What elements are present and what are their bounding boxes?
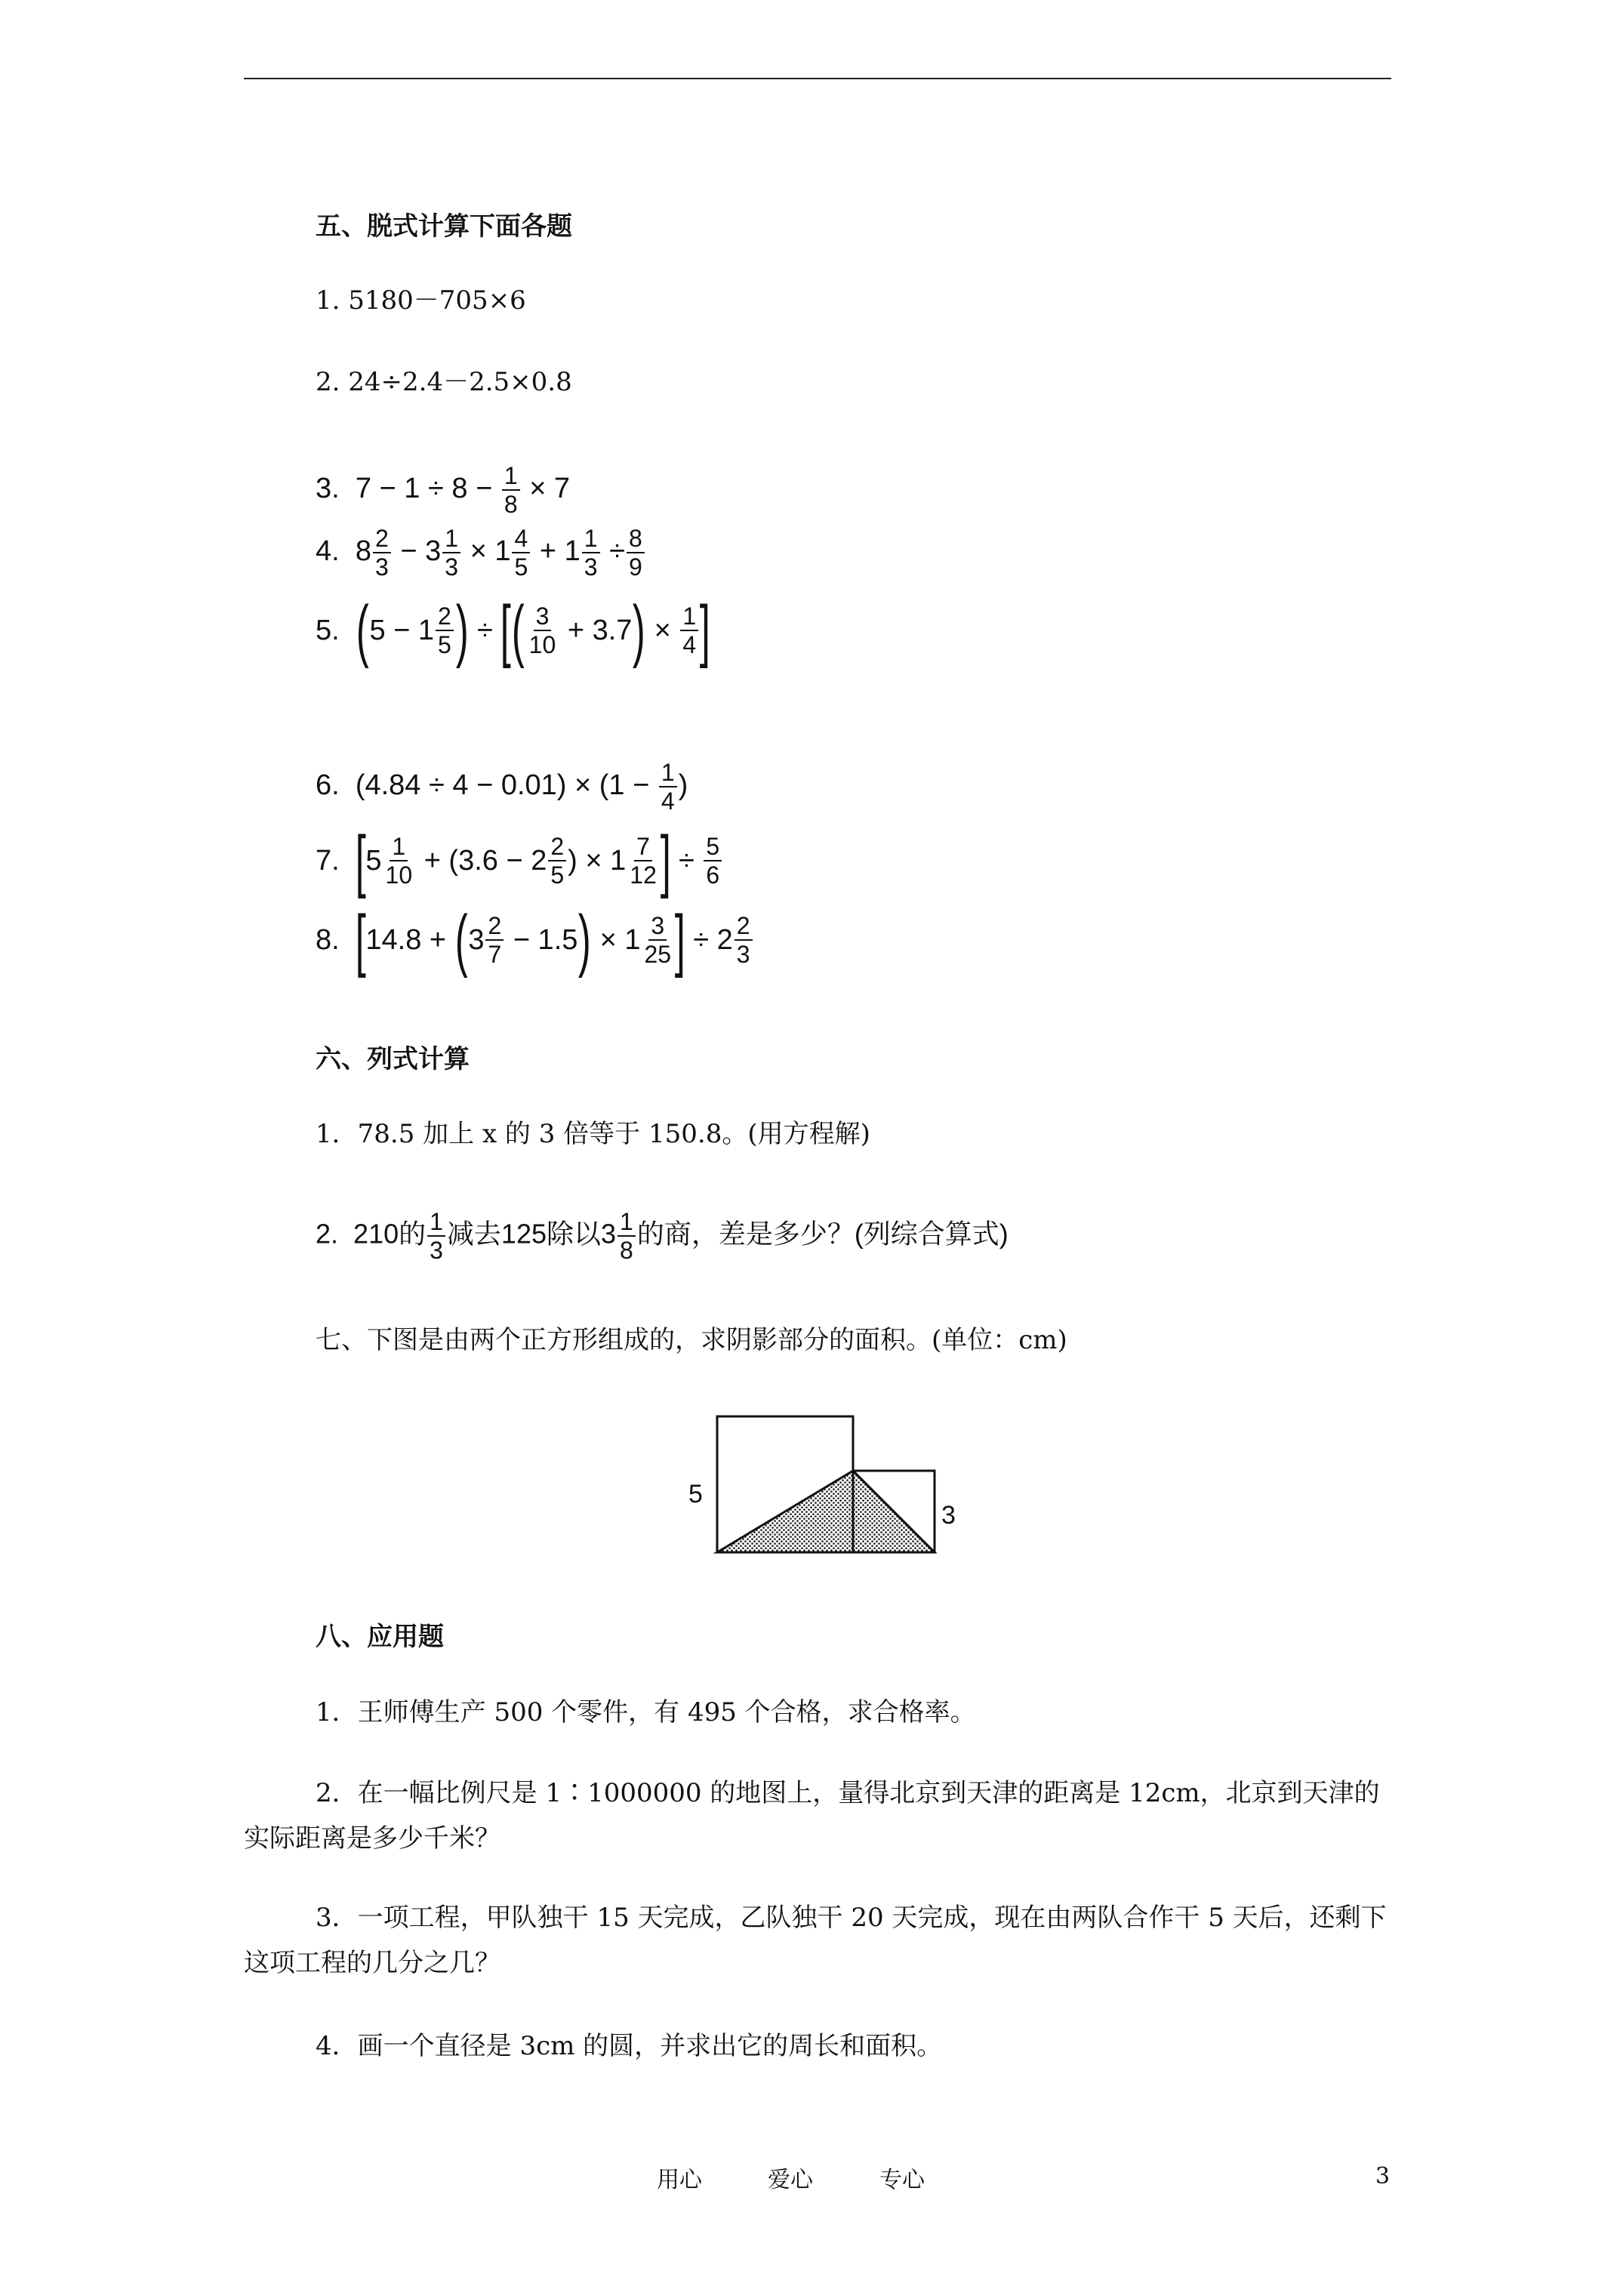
s8-q2: 2．在一幅比例尺是 1∶1000000 的地图上，量得北京到天津的距离是 12cm，北京到天津的实际距离是多少千米？ xyxy=(244,1778,1380,1854)
s8-q3: 3．一项工程，甲队独干 15 天完成，乙队独干 20 天完成，现在由两队合作干 5 天后，还剩下这项工程的几分之几？ xyxy=(244,1903,1387,1978)
s5-item-3: 3. 7 − 1 ÷ 8 − $\frac{1}{8}$ × 7 xyxy=(316,462,571,518)
s5-item-2: 2. 24÷2.4－2.5×0.8 xyxy=(316,367,572,397)
s8-q4: 4．画一个直径是 3cm 的圆，并求出它的周长和面积。 xyxy=(316,2031,943,2061)
label-big-side: 5 xyxy=(688,1480,703,1509)
s5-item-1: 1. 5180－705×6 xyxy=(316,285,526,316)
section5-title: 五、脱式计算下面各题 xyxy=(316,211,572,242)
section7-title: 七、下图是由两个正方形组成的，求阴影部分的面积。(单位：cm) xyxy=(316,1325,1067,1355)
fraction: $\frac{1}{8}$ xyxy=(502,462,520,518)
s6-item-2: 2. 210的 $\frac{1}{3}$ 减去125除以3 $\frac{1}{8}$ 的商，差是多少？(列综合算式) xyxy=(316,1208,1009,1264)
s5-item-5: 5. ( 5 − 1 $\frac{2}{5}$ ) ÷ [ ( $\frac{3}{10}$ + 3.7 ) × $\frac{1}{4}$ ] xyxy=(316,592,710,669)
label-small-side: 3 xyxy=(941,1501,956,1530)
footer-word-3: 专心 xyxy=(879,2167,925,2193)
s5-item-7: 7. [ 5 $\frac{1}{10}$ + (3.6 − 2 $\frac{2}{5}$ ) × 1 $\frac{7}{12}$ ] ÷ $\frac{5}{6}$ xyxy=(316,823,723,898)
s6-item-1: 1．78.5 加上 x 的 3 倍等于 150.8。(用方程解) xyxy=(316,1119,870,1149)
section6-title: 六、列式计算 xyxy=(316,1044,470,1074)
header-rule xyxy=(244,78,1391,79)
s5-item-8: 8. [ 14.8 + ( 3 $\frac{2}{7}$ − 1.5 ) × 1 $\frac{3}{25}$ ] ÷ 2 $\frac{2}{3}$ xyxy=(316,898,754,982)
page-number: 3 xyxy=(1375,2163,1390,2190)
footer-word-2: 爱心 xyxy=(768,2167,813,2193)
s8-q1: 1．王师傅生产 500 个零件，有 495 个合格，求合格率。 xyxy=(316,1697,976,1727)
squares-figure xyxy=(672,1404,956,1563)
section8-title: 八、应用题 xyxy=(316,1622,444,1652)
s5-item-6: 6. (4.84 ÷ 4 − 0.01) × (1 − $\frac{1}{4}$ ) xyxy=(316,759,688,815)
s5-item-4: 4. 8 $\frac{2}{3}$ − 3 $\frac{1}{3}$ × 1 $\frac{4}{5}$ + 1 $\frac{1}{3}$ ÷ $\frac{8}{9}$ xyxy=(316,525,646,581)
footer-word-1: 用心 xyxy=(657,2167,702,2193)
shaded-triangle xyxy=(717,1471,935,1552)
